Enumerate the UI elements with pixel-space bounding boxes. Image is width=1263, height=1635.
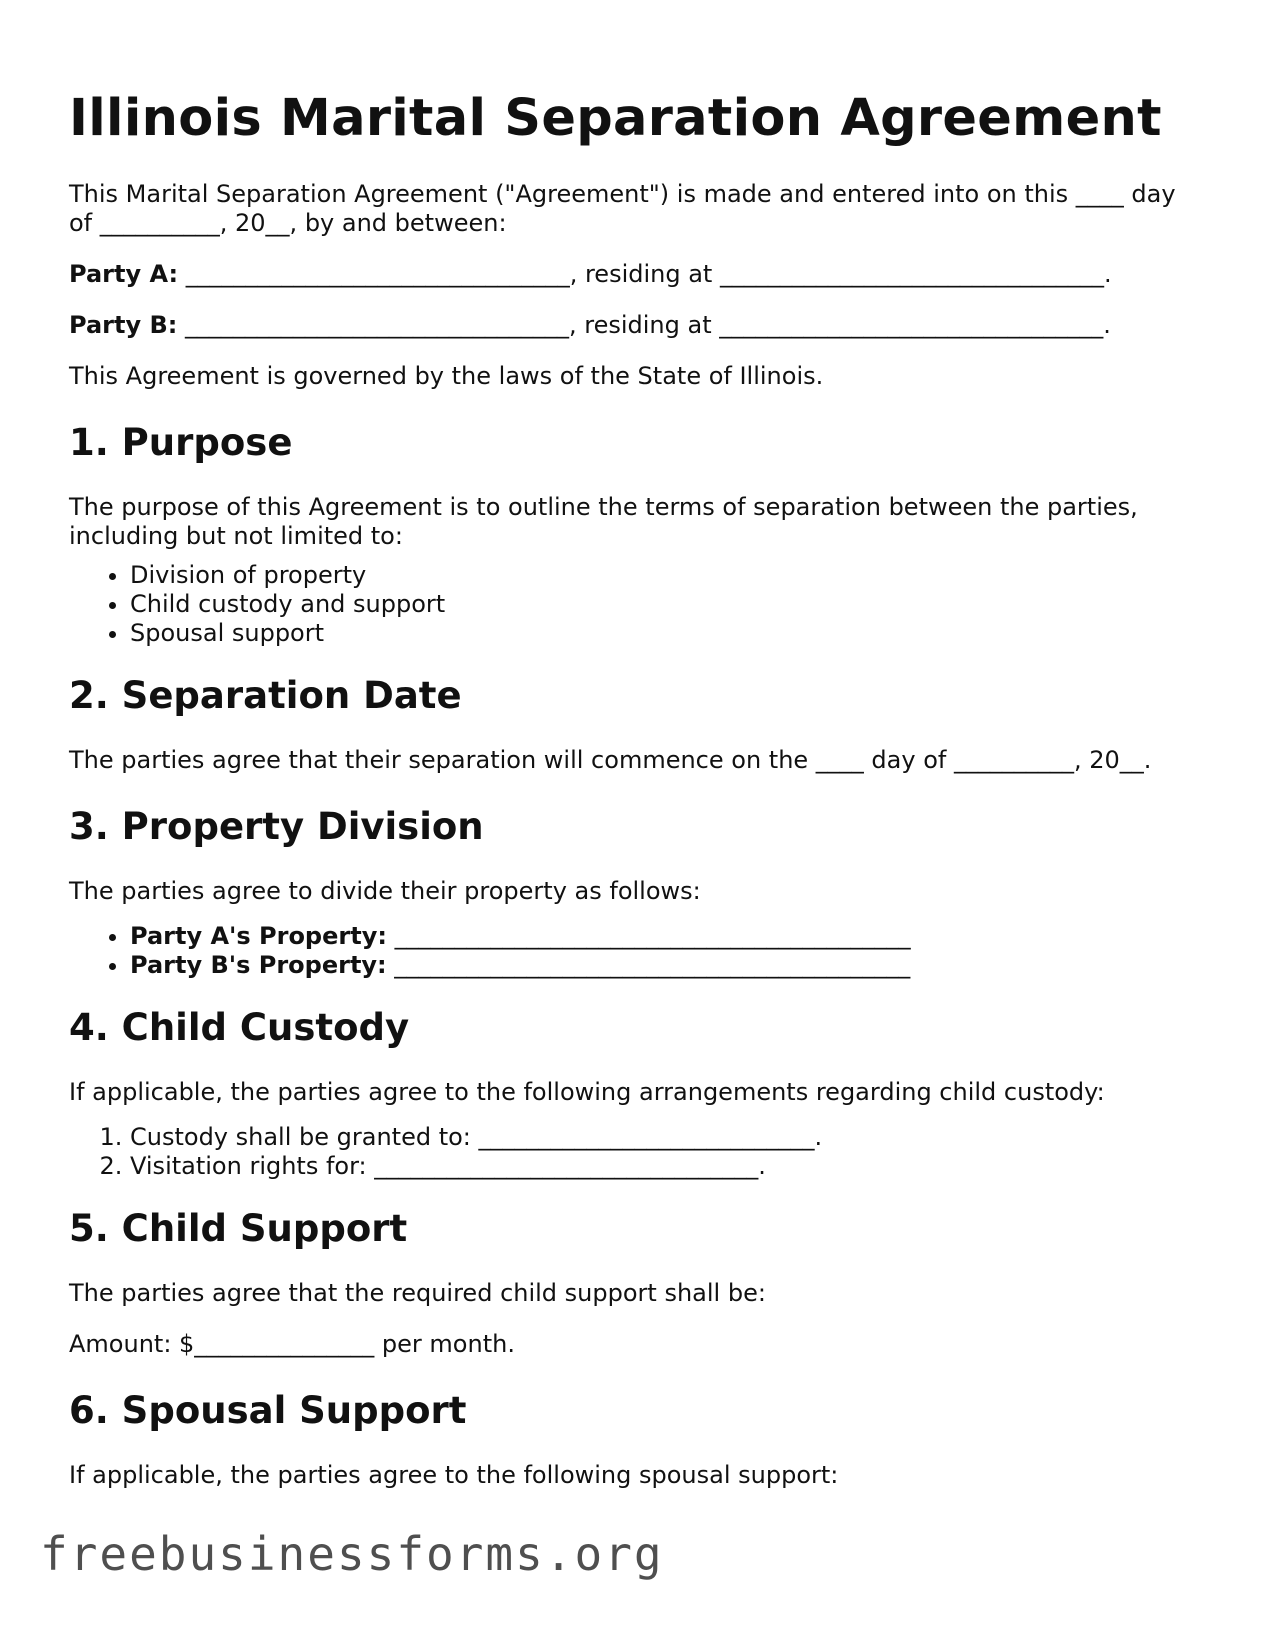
- section-heading-property: 3. Property Division: [69, 805, 484, 848]
- party-a-property-label: Party A's Property:: [130, 922, 387, 950]
- section-heading-custody: 4. Child Custody: [69, 1006, 410, 1049]
- list-item: 1. Custody shall be granted to: ____________________________.: [130, 1123, 1199, 1152]
- party-b-line: [69, 311, 1199, 340]
- intro-paragraph: This Marital Separation Agreement ("Agreement") is made and entered into on this ____ day of __________, 20__, by and between:: [69, 180, 1176, 237]
- page-title: Illinois Marital Separation Agreement: [69, 89, 1162, 148]
- party-a-line: [69, 260, 1199, 289]
- section-heading-spousal-support: 6. Spousal Support: [69, 1389, 467, 1432]
- section-heading-child-support: 5. Child Support: [69, 1207, 408, 1250]
- list-item: 2. Visitation rights for: ________________________________.: [130, 1152, 1199, 1181]
- list-item: [130, 922, 1199, 951]
- list-item: • Division of property: [130, 561, 1199, 590]
- purpose-list: [69, 561, 1199, 648]
- list-item: • Child custody and support: [130, 590, 1199, 619]
- governing-law: This Agreement is governed by the laws of the State of Illinois.: [69, 362, 824, 390]
- watermark: freebusinessforms.org: [40, 1527, 664, 1581]
- party-b-property-blank: ___________________________________________: [386, 951, 911, 979]
- property-list: [69, 922, 1199, 980]
- child-support-text: The parties agree that the required child support shall be:: [69, 1279, 766, 1307]
- purpose-text: The purpose of this Agreement is to outline the terms of separation between the parties, including but not limited to:: [69, 493, 1138, 550]
- list-item: • Spousal support: [130, 619, 1199, 648]
- section-heading-separation-date: 2. Separation Date: [69, 674, 462, 717]
- party-a-blank: ________________________________, residing at ________________________________.: [178, 260, 1112, 288]
- section-heading-purpose: 1. Purpose: [69, 421, 293, 464]
- separation-date-text: The parties agree that their separation will commence on the ____ day of __________, 20__.: [69, 746, 1152, 774]
- child-support-amount: Amount: $_______________ per month.: [69, 1330, 515, 1358]
- spousal-support-text: If applicable, the parties agree to the following spousal support:: [69, 1461, 839, 1489]
- party-b-label: Party B:: [69, 311, 178, 339]
- list-item: [130, 951, 1199, 980]
- party-b-property-label: Party B's Property:: [130, 951, 387, 979]
- party-a-property-blank: ___________________________________________: [386, 922, 911, 950]
- document-page: [69, 88, 1199, 1512]
- party-b-blank: ________________________________, residing at ________________________________.: [177, 311, 1111, 339]
- property-text: The parties agree to divide their property as follows:: [69, 877, 701, 905]
- party-a-label: Party A:: [69, 260, 179, 288]
- custody-text: If applicable, the parties agree to the following arrangements regarding child custody:: [69, 1078, 1105, 1106]
- custody-list: [69, 1123, 1199, 1181]
